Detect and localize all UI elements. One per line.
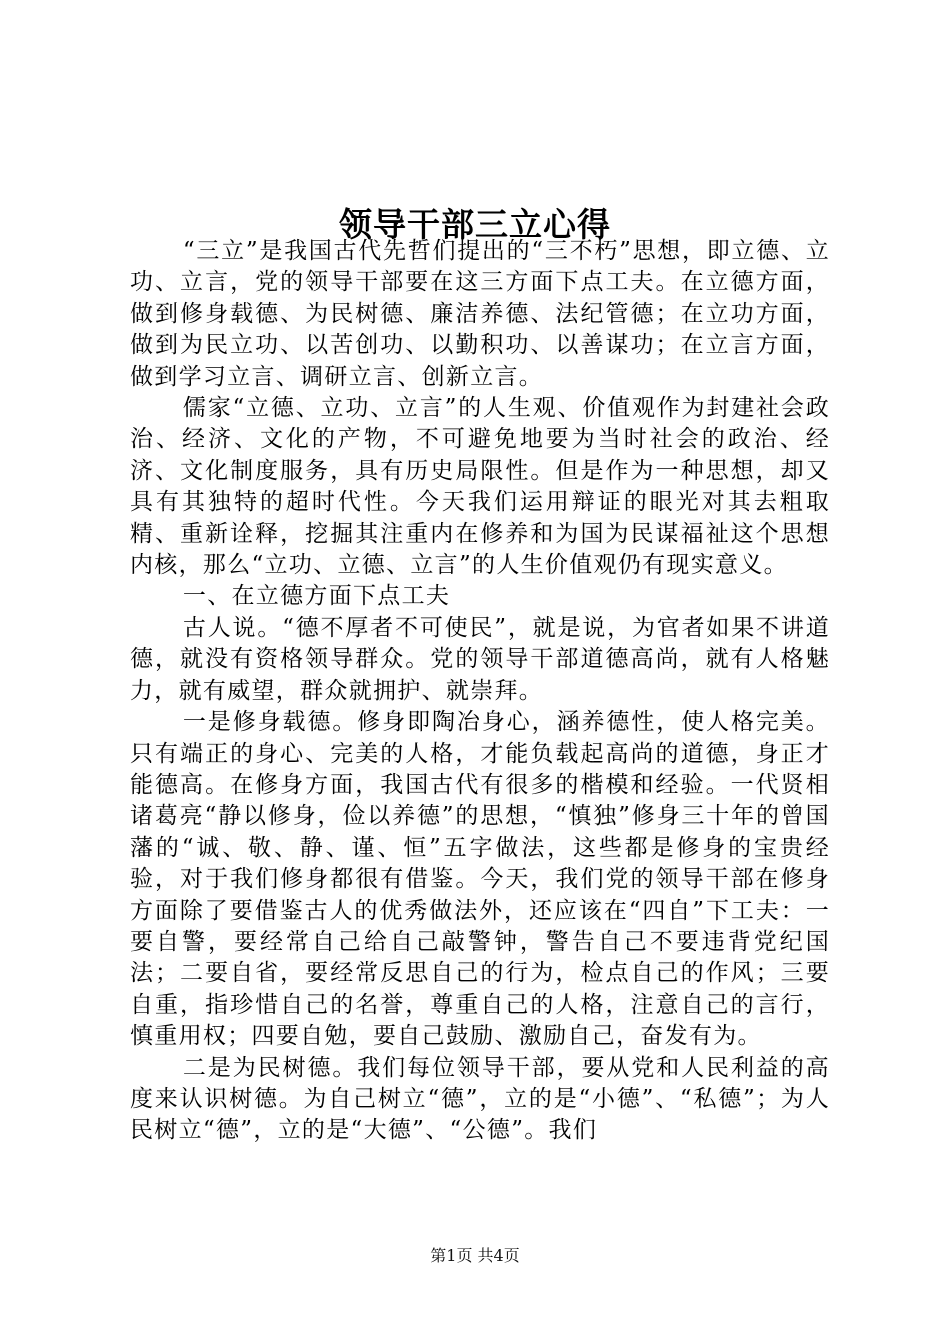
document-title: 领导干部三立心得 [339, 205, 611, 245]
paragraph-confucian-view: 儒家“立德、立功、立言”的人生观、价值观作为封建社会政治、经济、文化的产物，不可避免地要为当时社会的政治、经济、文化制度服务，具有历史局限性。但是作为一种思想，却又具有其独特的超时代性。今天我们运用辩证的眼光对其去粗取精、重新诠释，挖掘其注重内在修养和为国为民谋福祉这个思想内核，那么“立功、立德、立言”的人生价值观仍有现实意义。 [130, 395, 830, 579]
page-number-footer: 第1页 共4页 [430, 1246, 520, 1265]
section-heading-1: 一、在立德方面下点工夫 [182, 583, 451, 610]
paragraph-serve-people: 二是为民树德。我们每位领导干部，要从党和人民利益的高度来认识树德。为自己树立“德”，立的是“小德”、“私德”；为人民树立“德”，立的是“大德”、“公德”。我们 [130, 1054, 830, 1144]
paragraph-self-cultivation: 一是修身载德。修身即陶冶身心，涵养德性，使人格完美。只有端正的身心、完美的人格，才能负载起高尚的道德，身正才能德高。在修身方面，我国古代有很多的楷模和经验。一代贤相诸葛亮“静以修身，俭以养德”的思想，“慎独”修身三十年的曾国藩的“诚、敬、静、谨、恒”五字做法，这些都是修身的宝贵经验，对于我们修身都很有借鉴。今天，我们党的领导干部在修身方面除了要借鉴古人的优秀做法外，还应该在“四自”下工夫：一要自警，要经常自己给自己敲警钟，警告自己不要违背党纪国法；二要自省，要经常反思自己的行为，检点自己的作风；三要自重，指珍惜自己的名誉，尊重自己的人格，注意自己的言行，慎重用权；四要自勉，要自己鼓励、激励自己，奋发有为。 [130, 709, 830, 1050]
document-body [130, 236, 830, 1147]
paragraph-intro: “三立”是我国古代先哲们提出的“三不朽”思想，即立德、立功、立言，党的领导干部要在这三方面下点工夫。在立德方面，做到修身载德、为民树德、廉洁养德、法纪管德；在立功方面，做到为民立功、以苦创功、以勤积功、以善谋功；在立言方面，做到学习立言、调研立言、创新立言。 [130, 238, 830, 390]
paragraph-ancient-saying: 古人说。“德不厚者不可使民”，就是说，为官者如果不讲道德，就没有资格领导群众。党的领导干部道德高尚，就有人格魅力，就有威望，群众就拥护、就崇拜。 [130, 614, 830, 704]
